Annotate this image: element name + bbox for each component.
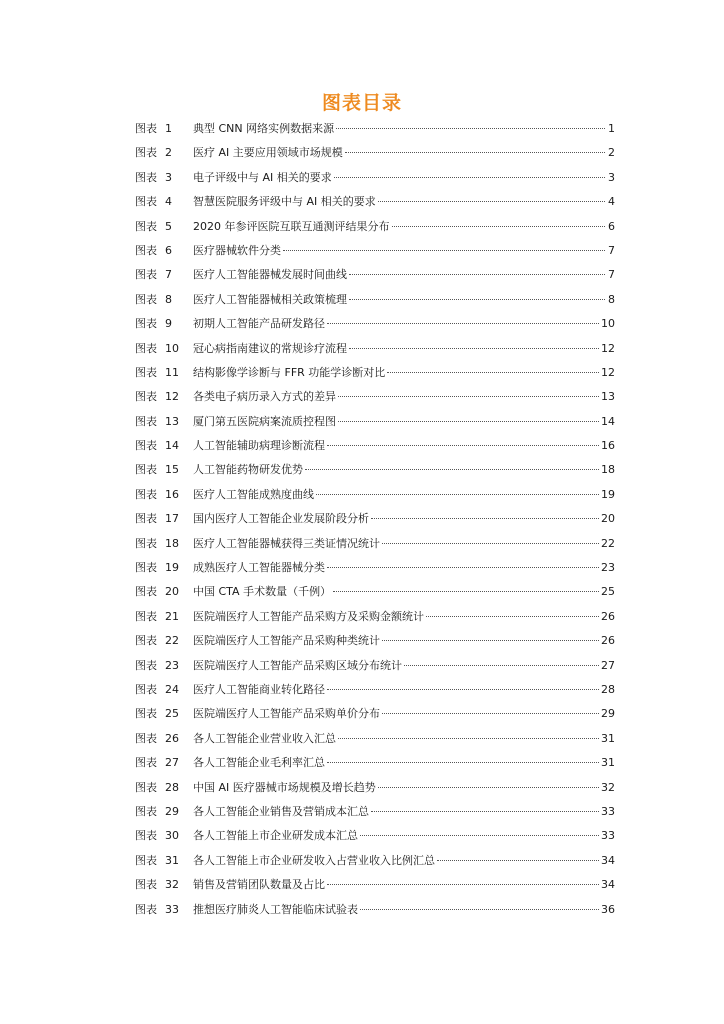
entry-page-number: 3 [608,170,615,184]
dot-leader [371,517,599,519]
toc-entry[interactable] [135,141,615,165]
toc-entry[interactable] [135,702,615,726]
dot-leader [338,395,599,397]
entry-label: 图表 [135,902,157,916]
dot-leader [382,712,599,714]
entry-number: 8 [165,292,172,306]
toc-entry[interactable] [135,337,615,361]
page-title: 图表目录 [321,92,402,114]
entry-page-number: 32 [601,780,615,794]
entry-number: 2 [165,146,172,160]
entry-title: 各人工智能上市企业研发收入占营业收入比例汇总 [193,853,435,867]
entry-title: 销售及营销团队数量及占比 [193,878,325,892]
entry-title: 医疗人工智能器械发展时间曲线 [193,268,347,282]
dot-leader [349,347,599,349]
entry-number: 10 [165,341,179,355]
dot-leader [305,468,599,470]
entry-title: 医院端医疗人工智能产品采购方及采购金额统计 [193,609,424,623]
toc-entry[interactable] [135,239,615,263]
entry-number: 4 [165,195,172,209]
entry-number: 23 [165,658,179,672]
entry-number: 12 [165,390,179,404]
dot-leader [349,273,605,275]
entry-number: 19 [165,561,179,575]
entry-number: 7 [165,268,172,282]
entry-number: 24 [165,682,179,696]
dot-leader [426,615,599,617]
toc-entry[interactable] [135,800,615,824]
entry-title: 各人工智能上市企业研发成本汇总 [193,829,358,843]
entry-page-number: 23 [601,561,615,575]
entry-title: 医疗人工智能器械相关政策梳理 [193,292,347,306]
entry-label: 图表 [135,829,157,843]
toc-entry[interactable] [135,483,615,507]
entry-label: 图表 [135,756,157,770]
entry-label: 图表 [135,439,157,453]
entry-page-number: 33 [601,829,615,843]
entry-title: 2020 年参评医院互联互通测评结果分布 [193,219,390,233]
toc-entry[interactable] [135,654,615,678]
entry-label: 图表 [135,780,157,794]
entry-label: 图表 [135,292,157,306]
entry-number: 25 [165,707,179,721]
dot-leader [327,883,599,885]
toc-entry[interactable] [135,166,615,190]
toc-entry[interactable] [135,751,615,775]
entry-page-number: 31 [601,731,615,745]
entry-label: 图表 [135,707,157,721]
entry-label: 图表 [135,146,157,160]
entry-page-number: 2 [608,146,615,160]
entry-page-number: 31 [601,756,615,770]
entry-label: 图表 [135,243,157,257]
entry-page-number: 28 [601,682,615,696]
entry-title: 中国 CTA 手术数量（千例） [193,585,332,599]
entry-page-number: 33 [601,804,615,818]
entry-title: 人工智能药物研发优势 [193,463,303,477]
entry-number: 14 [165,439,179,453]
entry-title: 医疗器械软件分类 [193,243,281,257]
dot-leader [387,371,599,373]
dot-leader [336,127,605,129]
entry-number: 11 [165,365,179,379]
entry-title: 成熟医疗人工智能器械分类 [193,561,325,575]
toc-entry[interactable] [135,458,615,482]
entry-label: 图表 [135,390,157,404]
entry-number: 26 [165,731,179,745]
entry-page-number: 26 [601,609,615,623]
entry-page-number: 7 [608,243,615,257]
entry-page-number: 6 [608,219,615,233]
entry-page-number: 19 [601,487,615,501]
toc-entry[interactable] [135,580,615,604]
entry-page-number: 25 [601,585,615,599]
entry-page-number: 13 [601,390,615,404]
entry-title: 医院端医疗人工智能产品采购单价分布 [193,707,380,721]
toc-entry[interactable] [135,215,615,239]
entry-number: 29 [165,804,179,818]
entry-label: 图表 [135,122,157,135]
entry-page-number: 12 [601,365,615,379]
entry-label: 图表 [135,585,157,599]
entry-number: 20 [165,585,179,599]
toc-entry[interactable] [135,288,615,312]
entry-number: 22 [165,634,179,648]
dot-leader [316,493,599,495]
entry-page-number: 20 [601,512,615,526]
entry-page-number: 16 [601,439,615,453]
dot-leader [437,859,599,861]
entry-number: 3 [165,170,172,184]
dot-leader [382,542,599,544]
toc-entry[interactable] [135,361,615,385]
entry-page-number: 4 [608,195,615,209]
entry-number: 18 [165,536,179,550]
entry-title: 各人工智能企业毛利率汇总 [193,756,325,770]
toc-entry[interactable] [135,898,615,922]
entry-page-number: 34 [601,878,615,892]
entry-title: 国内医疗人工智能企业发展阶段分析 [193,512,369,526]
entry-label: 图表 [135,682,157,696]
entry-number: 15 [165,463,179,477]
entry-page-number: 36 [601,902,615,916]
entry-title: 医院端医疗人工智能产品采购种类统计 [193,634,380,648]
entry-label: 图表 [135,317,157,331]
entry-number: 32 [165,878,179,892]
entry-label: 图表 [135,804,157,818]
entry-number: 21 [165,609,179,623]
toc-entry[interactable] [135,263,615,287]
entry-page-number: 26 [601,634,615,648]
entry-page-number: 18 [601,463,615,477]
entry-number: 16 [165,487,179,501]
entry-page-number: 12 [601,341,615,355]
dot-leader [349,298,605,300]
entry-title: 电子评级中与 AI 相关的要求 [193,170,332,184]
entry-page-number: 1 [608,122,615,135]
entry-number: 30 [165,829,179,843]
dot-leader [345,151,605,153]
toc-entry[interactable] [135,605,615,629]
entry-title: 各人工智能企业营业收入汇总 [193,731,336,745]
entry-label: 图表 [135,634,157,648]
entry-label: 图表 [135,561,157,575]
dot-leader [327,566,599,568]
dot-leader [334,176,605,178]
entry-label: 图表 [135,658,157,672]
entry-title: 冠心病指南建议的常规诊疗流程 [193,341,347,355]
entry-label: 图表 [135,536,157,550]
entry-page-number: 7 [608,268,615,282]
toc-entry[interactable] [135,727,615,751]
entry-title: 医疗人工智能商业转化路径 [193,682,325,696]
entry-page-number: 8 [608,292,615,306]
entry-label: 图表 [135,487,157,501]
entry-number: 31 [165,853,179,867]
toc-entry[interactable] [135,873,615,897]
entry-title: 初期人工智能产品研发路径 [193,317,325,331]
dot-leader [338,420,599,422]
toc-entry[interactable] [135,312,615,336]
entry-label: 图表 [135,878,157,892]
toc-entry[interactable] [135,849,615,873]
toc-entry[interactable] [135,507,615,531]
entry-title: 结构影像学诊断与 FFR 功能学诊断对比 [193,365,386,379]
entry-label: 图表 [135,268,157,282]
entry-title: 厦门第五医院病案流质控程图 [193,414,336,428]
dot-leader [371,810,599,812]
toc-entry[interactable] [135,410,615,434]
entry-label: 图表 [135,512,157,526]
dot-leader [360,834,599,836]
entry-number: 6 [165,243,172,257]
entry-title: 人工智能辅助病理诊断流程 [193,439,325,453]
entry-page-number: 22 [601,536,615,550]
figure-list [135,117,615,922]
dot-leader [327,322,599,324]
entry-label: 图表 [135,341,157,355]
entry-label: 图表 [135,609,157,623]
dot-leader [378,786,599,788]
dot-leader [360,908,599,910]
dot-leader [283,249,605,251]
dot-leader [382,639,599,641]
entry-label: 图表 [135,853,157,867]
entry-label: 图表 [135,170,157,184]
entry-page-number: 14 [601,414,615,428]
toc-entry[interactable] [135,824,615,848]
toc-entry[interactable] [135,556,615,580]
entry-page-number: 29 [601,707,615,721]
entry-label: 图表 [135,195,157,209]
entry-number: 1 [165,122,172,135]
entry-title: 医院端医疗人工智能产品采购区域分布统计 [193,658,402,672]
dot-leader [327,444,599,446]
entry-number: 27 [165,756,179,770]
entry-title: 各类电子病历录入方式的差异 [193,390,336,404]
entry-label: 图表 [135,219,157,233]
entry-title: 中国 AI 医疗器械市场规模及增长趋势 [193,780,376,794]
dot-leader [338,737,599,739]
entry-title: 医疗人工智能器械获得三类证情况统计 [193,536,380,550]
toc-entry[interactable] [135,385,615,409]
entry-title: 各人工智能企业销售及营销成本汇总 [193,804,369,818]
entry-number: 13 [165,414,179,428]
dot-leader [327,688,599,690]
toc-entry[interactable] [135,776,615,800]
toc-entry[interactable] [135,678,615,702]
toc-entry[interactable] [135,629,615,653]
dot-leader [392,225,606,227]
toc-entry[interactable] [135,117,615,141]
entry-number: 5 [165,219,172,233]
entry-label: 图表 [135,414,157,428]
entry-page-number: 10 [601,317,615,331]
entry-label: 图表 [135,365,157,379]
entry-title: 智慧医院服务评级中与 AI 相关的要求 [193,195,376,209]
dot-leader [333,590,599,592]
toc-entry[interactable] [135,190,615,214]
entry-number: 17 [165,512,179,526]
toc-entry[interactable] [135,434,615,458]
dot-leader [327,761,599,763]
entry-number: 9 [165,317,172,331]
entry-page-number: 27 [601,658,615,672]
dot-leader [378,200,605,202]
entry-number: 33 [165,902,179,916]
toc-entry[interactable] [135,532,615,556]
entry-title: 推想医疗肺炎人工智能临床试验表 [193,902,358,916]
entry-label: 图表 [135,731,157,745]
entry-label: 图表 [135,463,157,477]
entry-page-number: 34 [601,853,615,867]
entry-title: 典型 CNN 网络实例数据来源 [193,122,335,135]
entry-number: 28 [165,780,179,794]
dot-leader [404,664,599,666]
entry-title: 医疗 AI 主要应用领域市场规模 [193,146,343,160]
entry-title: 医疗人工智能成熟度曲线 [193,487,314,501]
